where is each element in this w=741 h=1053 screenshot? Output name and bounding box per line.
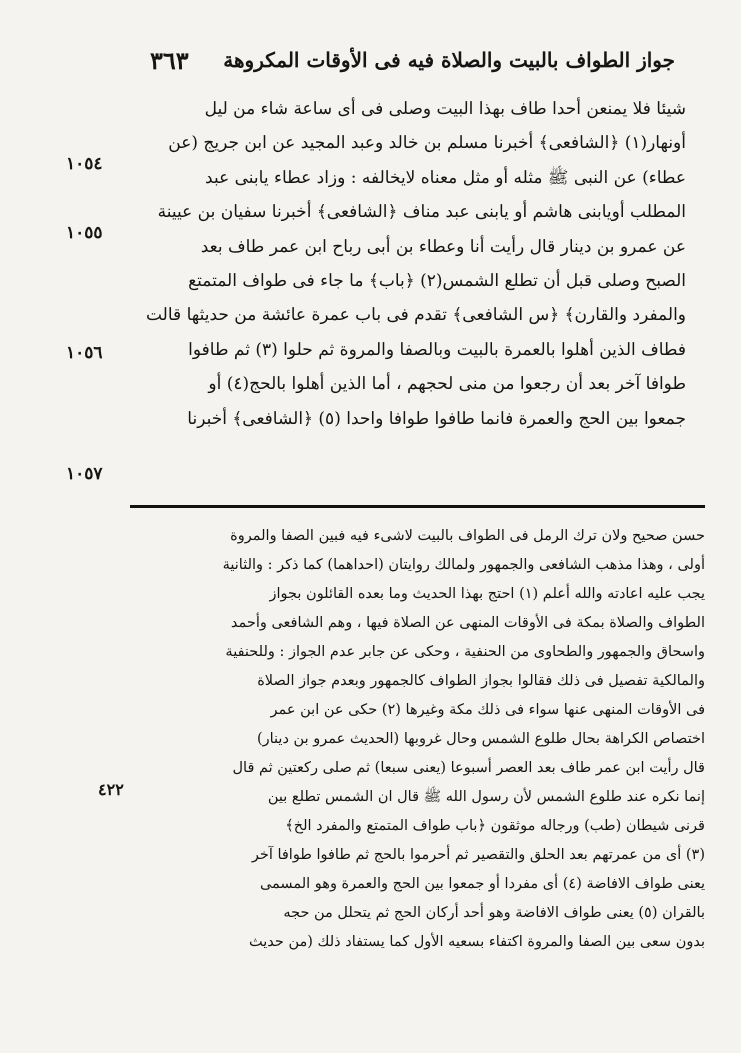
- footnote-divider: [130, 505, 705, 508]
- main-line: الصبح وصلى قبل أن تطلع الشمس(٢) ﴿باب﴾ ما جاء فى طواف المتمتع: [188, 271, 686, 292]
- hadith-number: ١٠٥٦: [66, 343, 103, 363]
- footnote-line: قال رأيت ابن عمر طاف بعد العصر أسبوعا (يعنى سبعا) ثم صلى ركعتين ثم قال: [232, 760, 705, 776]
- footnote-line: واسحاق والجمهور والطحاوى من الحنفية ، وحكى عن جابر عدم الجواز : وللحنفية: [225, 644, 705, 660]
- page-header: [150, 40, 675, 80]
- side-reference-number: ٤٢٢: [98, 780, 124, 799]
- main-line: والمفرد والقارن﴾ ﴿س الشافعى﴾ تقدم فى باب عمرة عائشة من حديثها قالت: [145, 305, 686, 326]
- page-number: ٣٦٣: [150, 45, 189, 75]
- footnote-line: (٣) أى من عمرتهم بعد الحلق والتقصير ثم أحرموا بالحج ثم طافوا طوافا آخر: [251, 847, 705, 863]
- footnote-line: اختصاص الكراهة بحال طلوع الشمس وحال غروبها (الحديث عمرو بن دينار): [256, 731, 705, 747]
- main-line: عن عمرو بن دينار قال رأيت أنا وعطاء بن أبى رباح ابن عمر طاف بعد: [200, 236, 686, 257]
- footnote-line: يجب عليه اعادته والله أعلم (١) احتج بهذا الحديث وما بعده القائلون بجواز: [269, 586, 705, 602]
- footnote-line: فى الأوقات المنهى عنها سواء فى ذلك مكة وغيرها (٢) حكى عن ابن عمر: [270, 702, 705, 718]
- main-text: [108, 92, 686, 436]
- footnote-line: الطواف والصلاة بمكة فى الأوقات المنهى عن الصلاة فيها ، وهم الشافعى وأحمد: [230, 615, 705, 631]
- main-line: المطلب أويابنى هاشم أو يابنى عبد مناف ﴿الشافعى﴾ أخبرنا سفيان بن عيينة: [157, 202, 686, 223]
- hadith-number: ١٠٥٧: [66, 464, 103, 484]
- footnote-line: يعنى طواف الافاضة (٤) أى مفردا أو جمعوا بين الحج والعمرة وهو المسمى: [259, 876, 705, 892]
- footnote-line: بدون سعى بين الصفا والمروة اكتفاء بسعيه الأول كما يستفاد ذلك (من حديث: [249, 934, 705, 950]
- footnote-line: قرنى شيطان (طب) ورجاله موثقون ﴿باب طواف المتمتع والمفرد الخ﴾: [285, 818, 705, 834]
- main-line: عطاء) عن النبى ﷺ مثله أو مثل معناه لايخالفه : وزاد عطاء يابنى عبد: [205, 167, 686, 188]
- footnote-line: أولى ، وهذا مذهب الشافعى والجمهور ولمالك روايتان (احداهما) كما ذكر : والثانية: [222, 557, 705, 573]
- main-line: فطاف الذين أهلوا بالعمرة بالبيت وبالصفا والمروة ثم حلوا (٣) ثم طافوا: [188, 339, 686, 360]
- main-line: طوافا آخر بعد أن رجعوا من منى لحجهم ، أما الذين أهلوا بالحج(٤) أو: [208, 374, 686, 395]
- footnote-line: بالقران (٥) يعنى طواف الافاضة وهو أحد أركان الحج ثم يتحلل من حجه: [283, 905, 705, 921]
- footnote-line: إنما نكره عند طلوع الشمس لأن رسول الله ﷺ قال ان الشمس تطلع بين: [267, 789, 705, 805]
- footnote-line: حسن صحيح ولان ترك الرمل فى الطواف بالبيت لاشىء فيه فبين الصفا والمروة: [230, 528, 705, 544]
- chapter-title: جواز الطواف بالبيت والصلاة فيه فى الأوقات المكروهة: [223, 48, 675, 72]
- main-line: أونهار(١) ﴿الشافعى﴾ أخبرنا مسلم بن خالد وعبد المجيد عن ابن جريج (عن: [168, 133, 686, 154]
- main-line: جمعوا بين الحج والعمرة فانما طافوا طوافا واحدا (٥) ﴿الشافعى﴾ أخبرنا: [187, 408, 686, 429]
- hadith-number: ١٠٥٥: [66, 223, 103, 243]
- footnote-line: والمالكية تفصيل فى ذلك فقالوا بجواز الطواف كالجمهور وبعدم جواز الصلاة: [257, 673, 705, 689]
- main-line: شيئا فلا يمنعن أحدا طاف بهذا البيت وصلى فى أى ساعة شاء من ليل: [204, 99, 686, 119]
- hadith-number: ١٠٥٤: [66, 154, 103, 174]
- footnotes: [130, 522, 705, 957]
